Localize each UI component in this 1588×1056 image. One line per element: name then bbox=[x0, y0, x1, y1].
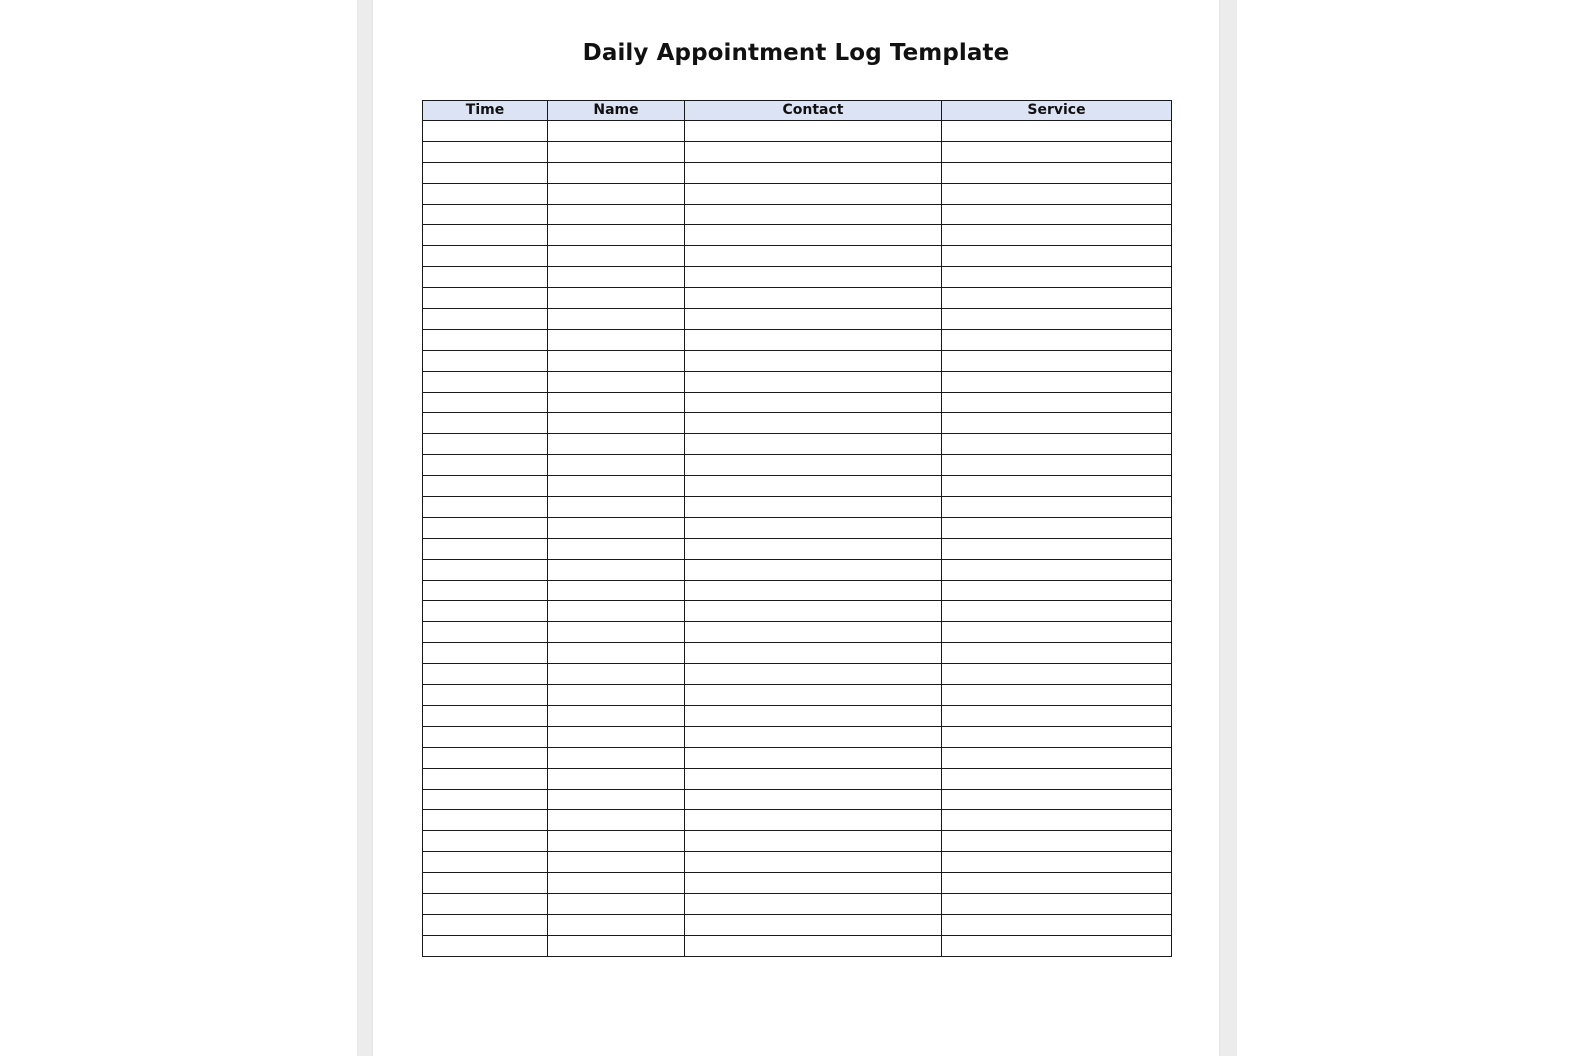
cell-name[interactable] bbox=[548, 664, 685, 685]
table-row bbox=[423, 538, 1172, 559]
table-row bbox=[423, 914, 1172, 935]
cell-time[interactable] bbox=[423, 141, 548, 162]
cell-service[interactable] bbox=[942, 329, 1172, 350]
cell-contact[interactable] bbox=[685, 392, 942, 413]
cell-time[interactable] bbox=[423, 350, 548, 371]
table-row bbox=[423, 162, 1172, 183]
cell-name[interactable] bbox=[548, 204, 685, 225]
cell-service[interactable] bbox=[942, 559, 1172, 580]
cell-name[interactable] bbox=[548, 768, 685, 789]
cell-service[interactable] bbox=[942, 476, 1172, 497]
cell-name[interactable] bbox=[548, 914, 685, 935]
cell-time[interactable] bbox=[423, 434, 548, 455]
cell-time[interactable] bbox=[423, 831, 548, 852]
cell-time[interactable] bbox=[423, 873, 548, 894]
cell-contact[interactable] bbox=[685, 371, 942, 392]
cell-time[interactable] bbox=[423, 685, 548, 706]
cell-service[interactable] bbox=[942, 914, 1172, 935]
cell-contact[interactable] bbox=[685, 559, 942, 580]
cell-name[interactable] bbox=[548, 685, 685, 706]
cell-name[interactable] bbox=[548, 392, 685, 413]
cell-service[interactable] bbox=[942, 141, 1172, 162]
cell-time[interactable] bbox=[423, 392, 548, 413]
cell-name[interactable] bbox=[548, 601, 685, 622]
cell-contact[interactable] bbox=[685, 538, 942, 559]
cell-contact[interactable] bbox=[685, 580, 942, 601]
cell-service[interactable] bbox=[942, 204, 1172, 225]
cell-contact[interactable] bbox=[685, 852, 942, 873]
cell-time[interactable] bbox=[423, 455, 548, 476]
cell-contact[interactable] bbox=[685, 434, 942, 455]
table-row bbox=[423, 935, 1172, 956]
cell-service[interactable] bbox=[942, 810, 1172, 831]
header-contact: Contact bbox=[685, 101, 942, 121]
cell-service[interactable] bbox=[942, 455, 1172, 476]
document-page bbox=[373, 0, 1219, 1056]
cell-name[interactable] bbox=[548, 517, 685, 538]
header-service: Service bbox=[942, 101, 1172, 121]
table-body bbox=[423, 121, 1172, 957]
cell-name[interactable] bbox=[548, 141, 685, 162]
cell-service[interactable] bbox=[942, 893, 1172, 914]
cell-time[interactable] bbox=[423, 517, 548, 538]
header-name: Name bbox=[548, 101, 685, 121]
cell-name[interactable] bbox=[548, 267, 685, 288]
cell-time[interactable] bbox=[423, 852, 548, 873]
cell-time[interactable] bbox=[423, 225, 548, 246]
cell-name[interactable] bbox=[548, 455, 685, 476]
cell-time[interactable] bbox=[423, 622, 548, 643]
table-row bbox=[423, 329, 1172, 350]
cell-service[interactable] bbox=[942, 705, 1172, 726]
cell-time[interactable] bbox=[423, 538, 548, 559]
cell-time[interactable] bbox=[423, 789, 548, 810]
table-row bbox=[423, 141, 1172, 162]
cell-name[interactable] bbox=[548, 371, 685, 392]
cell-contact[interactable] bbox=[685, 831, 942, 852]
cell-service[interactable] bbox=[942, 852, 1172, 873]
table-row bbox=[423, 747, 1172, 768]
cell-time[interactable] bbox=[423, 371, 548, 392]
cell-time[interactable] bbox=[423, 476, 548, 497]
cell-contact[interactable] bbox=[685, 685, 942, 706]
cell-name[interactable] bbox=[548, 246, 685, 267]
cell-service[interactable] bbox=[942, 371, 1172, 392]
cell-contact[interactable] bbox=[685, 225, 942, 246]
cell-service[interactable] bbox=[942, 538, 1172, 559]
cell-time[interactable] bbox=[423, 183, 548, 204]
cell-service[interactable] bbox=[942, 392, 1172, 413]
table-row bbox=[423, 309, 1172, 330]
cell-name[interactable] bbox=[548, 747, 685, 768]
cell-service[interactable] bbox=[942, 225, 1172, 246]
cell-service[interactable] bbox=[942, 768, 1172, 789]
cell-contact[interactable] bbox=[685, 141, 942, 162]
cell-time[interactable] bbox=[423, 162, 548, 183]
appointment-log-table bbox=[422, 100, 1172, 957]
cell-service[interactable] bbox=[942, 162, 1172, 183]
cell-name[interactable] bbox=[548, 288, 685, 309]
cell-service[interactable] bbox=[942, 726, 1172, 747]
cell-contact[interactable] bbox=[685, 267, 942, 288]
cell-service[interactable] bbox=[942, 643, 1172, 664]
cell-contact[interactable] bbox=[685, 726, 942, 747]
table-row bbox=[423, 643, 1172, 664]
cell-name[interactable] bbox=[548, 873, 685, 894]
table-row bbox=[423, 413, 1172, 434]
cell-name[interactable] bbox=[548, 643, 685, 664]
cell-time[interactable] bbox=[423, 580, 548, 601]
cell-time[interactable] bbox=[423, 497, 548, 518]
table-row bbox=[423, 371, 1172, 392]
cell-time[interactable] bbox=[423, 413, 548, 434]
cell-time[interactable] bbox=[423, 810, 548, 831]
cell-time[interactable] bbox=[423, 747, 548, 768]
cell-name[interactable] bbox=[548, 476, 685, 497]
table-row bbox=[423, 622, 1172, 643]
cell-service[interactable] bbox=[942, 267, 1172, 288]
cell-contact[interactable] bbox=[685, 768, 942, 789]
table-row bbox=[423, 789, 1172, 810]
table-row bbox=[423, 685, 1172, 706]
cell-name[interactable] bbox=[548, 225, 685, 246]
cell-name[interactable] bbox=[548, 810, 685, 831]
cell-service[interactable] bbox=[942, 935, 1172, 956]
cell-contact[interactable] bbox=[685, 873, 942, 894]
cell-service[interactable] bbox=[942, 246, 1172, 267]
cell-contact[interactable] bbox=[685, 622, 942, 643]
cell-service[interactable] bbox=[942, 873, 1172, 894]
cell-service[interactable] bbox=[942, 747, 1172, 768]
cell-time[interactable] bbox=[423, 705, 548, 726]
cell-contact[interactable] bbox=[685, 309, 942, 330]
cell-contact[interactable] bbox=[685, 747, 942, 768]
cell-name[interactable] bbox=[548, 309, 685, 330]
table-row bbox=[423, 831, 1172, 852]
cell-time[interactable] bbox=[423, 768, 548, 789]
table-row bbox=[423, 183, 1172, 204]
cell-service[interactable] bbox=[942, 580, 1172, 601]
cell-contact[interactable] bbox=[685, 601, 942, 622]
cell-service[interactable] bbox=[942, 413, 1172, 434]
document-title: Daily Appointment Log Template bbox=[582, 40, 1010, 66]
table-row bbox=[423, 726, 1172, 747]
cell-time[interactable] bbox=[423, 664, 548, 685]
cell-service[interactable] bbox=[942, 350, 1172, 371]
cell-time[interactable] bbox=[423, 643, 548, 664]
table-row bbox=[423, 810, 1172, 831]
cell-service[interactable] bbox=[942, 434, 1172, 455]
cell-service[interactable] bbox=[942, 309, 1172, 330]
cell-contact[interactable] bbox=[685, 914, 942, 935]
cell-name[interactable] bbox=[548, 497, 685, 518]
cell-contact[interactable] bbox=[685, 455, 942, 476]
cell-time[interactable] bbox=[423, 935, 548, 956]
header-time: Time bbox=[423, 101, 548, 121]
cell-name[interactable] bbox=[548, 434, 685, 455]
table-row bbox=[423, 893, 1172, 914]
cell-time[interactable] bbox=[423, 726, 548, 747]
table-row bbox=[423, 873, 1172, 894]
cell-contact[interactable] bbox=[685, 288, 942, 309]
table-row bbox=[423, 267, 1172, 288]
cell-service[interactable] bbox=[942, 517, 1172, 538]
table-row bbox=[423, 455, 1172, 476]
cell-name[interactable] bbox=[548, 831, 685, 852]
table-row bbox=[423, 434, 1172, 455]
cell-contact[interactable] bbox=[685, 935, 942, 956]
cell-contact[interactable] bbox=[685, 476, 942, 497]
cell-contact[interactable] bbox=[685, 183, 942, 204]
cell-time[interactable] bbox=[423, 267, 548, 288]
cell-contact[interactable] bbox=[685, 329, 942, 350]
table-row bbox=[423, 288, 1172, 309]
cell-contact[interactable] bbox=[685, 643, 942, 664]
cell-time[interactable] bbox=[423, 559, 548, 580]
cell-service[interactable] bbox=[942, 789, 1172, 810]
cell-contact[interactable] bbox=[685, 413, 942, 434]
cell-time[interactable] bbox=[423, 309, 548, 330]
cell-contact[interactable] bbox=[685, 162, 942, 183]
cell-name[interactable] bbox=[548, 538, 685, 559]
table-row bbox=[423, 664, 1172, 685]
table-row bbox=[423, 246, 1172, 267]
table-row bbox=[423, 852, 1172, 873]
table-row bbox=[423, 601, 1172, 622]
cell-time[interactable] bbox=[423, 893, 548, 914]
table-row bbox=[423, 204, 1172, 225]
cell-name[interactable] bbox=[548, 350, 685, 371]
cell-name[interactable] bbox=[548, 789, 685, 810]
cell-name[interactable] bbox=[548, 705, 685, 726]
cell-name[interactable] bbox=[548, 580, 685, 601]
cell-contact[interactable] bbox=[685, 810, 942, 831]
cell-contact[interactable] bbox=[685, 246, 942, 267]
cell-contact[interactable] bbox=[685, 705, 942, 726]
cell-name[interactable] bbox=[548, 726, 685, 747]
cell-contact[interactable] bbox=[685, 664, 942, 685]
cell-name[interactable] bbox=[548, 622, 685, 643]
cell-contact[interactable] bbox=[685, 497, 942, 518]
cell-service[interactable] bbox=[942, 685, 1172, 706]
table-header-row bbox=[423, 101, 1172, 121]
table-row bbox=[423, 580, 1172, 601]
cell-contact[interactable] bbox=[685, 204, 942, 225]
table-row bbox=[423, 517, 1172, 538]
table-row bbox=[423, 705, 1172, 726]
table-row bbox=[423, 350, 1172, 371]
cell-name[interactable] bbox=[548, 559, 685, 580]
cell-name[interactable] bbox=[548, 893, 685, 914]
cell-service[interactable] bbox=[942, 121, 1172, 142]
cell-service[interactable] bbox=[942, 288, 1172, 309]
table-row bbox=[423, 392, 1172, 413]
cell-service[interactable] bbox=[942, 664, 1172, 685]
cell-time[interactable] bbox=[423, 601, 548, 622]
cell-name[interactable] bbox=[548, 329, 685, 350]
cell-time[interactable] bbox=[423, 204, 548, 225]
cell-service[interactable] bbox=[942, 831, 1172, 852]
cell-time[interactable] bbox=[423, 288, 548, 309]
cell-contact[interactable] bbox=[685, 517, 942, 538]
cell-contact[interactable] bbox=[685, 121, 942, 142]
cell-time[interactable] bbox=[423, 914, 548, 935]
cell-name[interactable] bbox=[548, 935, 685, 956]
cell-service[interactable] bbox=[942, 601, 1172, 622]
table-row bbox=[423, 121, 1172, 142]
table-row bbox=[423, 768, 1172, 789]
cell-name[interactable] bbox=[548, 121, 685, 142]
cell-service[interactable] bbox=[942, 497, 1172, 518]
cell-contact[interactable] bbox=[685, 789, 942, 810]
cell-name[interactable] bbox=[548, 413, 685, 434]
cell-service[interactable] bbox=[942, 622, 1172, 643]
cell-service[interactable] bbox=[942, 183, 1172, 204]
table-row bbox=[423, 497, 1172, 518]
cell-name[interactable] bbox=[548, 162, 685, 183]
cell-time[interactable] bbox=[423, 121, 548, 142]
cell-time[interactable] bbox=[423, 329, 548, 350]
cell-contact[interactable] bbox=[685, 350, 942, 371]
cell-name[interactable] bbox=[548, 852, 685, 873]
table-row bbox=[423, 559, 1172, 580]
table-row bbox=[423, 476, 1172, 497]
cell-name[interactable] bbox=[548, 183, 685, 204]
cell-time[interactable] bbox=[423, 246, 548, 267]
cell-contact[interactable] bbox=[685, 893, 942, 914]
table-row bbox=[423, 225, 1172, 246]
